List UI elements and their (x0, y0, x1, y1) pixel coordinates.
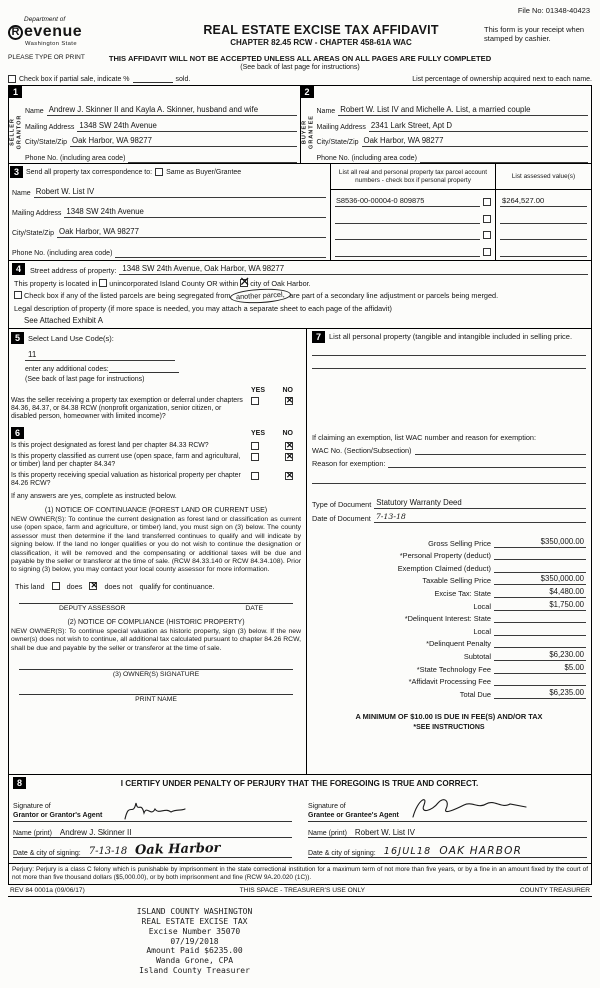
personal-property-field[interactable] (312, 356, 586, 369)
parcel-number-value[interactable] (335, 215, 480, 224)
parcel-row (335, 190, 491, 207)
buyer-city-label: City/State/Zip (316, 139, 359, 147)
wac-value[interactable] (415, 445, 587, 455)
grantor-signature-row[interactable] (13, 791, 292, 822)
additional-codes-field[interactable] (109, 365, 179, 373)
buyer-fields (316, 86, 592, 163)
seller-address-label: Mailing Address (25, 123, 75, 131)
delinquent-penalty-row (312, 636, 586, 649)
parcel-number-value[interactable]: S8536-00-00004-0 809875 (335, 196, 480, 207)
money-value[interactable] (494, 563, 586, 573)
no-checkbox[interactable] (285, 442, 293, 450)
section-3 (9, 164, 591, 261)
sold-label: sold. (175, 76, 191, 83)
question-checkboxes (245, 472, 301, 488)
money-label: Local (473, 601, 491, 611)
buyer-name-value[interactable]: Robert W. List IV and Michelle A. List, a married couple (338, 105, 588, 116)
stamp-line: ISLAND COUNTY WASHINGTON (136, 907, 253, 917)
see-back-note: (See back of last page for instructions) (240, 64, 360, 71)
money-label: Excise Tax: State (434, 588, 491, 598)
stamp-line: Wanda Grone, CPA (155, 956, 234, 966)
yes-checkbox[interactable] (251, 453, 259, 461)
file-number-label: File No: (517, 6, 544, 15)
money-label: Exemption Claimed (deduct) (397, 563, 491, 573)
partial-sale-checkbox[interactable] (8, 75, 16, 83)
grantor-agent-label: Grantor or Grantor's Agent (13, 811, 103, 819)
grantor-name-print-row (13, 822, 292, 838)
yes-label: YES (251, 429, 266, 437)
grantee-signature (408, 793, 538, 823)
legal-description-label: Legal description of property (if more space is needed, you may attach a separate sheet to each page of the affidavit) (14, 303, 392, 313)
logo-main (8, 23, 158, 41)
money-table (312, 535, 586, 699)
seller-side-label (10, 115, 23, 150)
parcel-row (335, 224, 491, 241)
question-text: Was the seller receiving a property tax exemption or deferral under chapters 84.36, 84.37, or 84.38 RCW (nonprofit organization, senior citizen, or disabled person, homeowner with limited income)? (11, 397, 243, 420)
personal-property-checkbox[interactable] (483, 215, 491, 223)
assessed-value[interactable]: $264,527.00 (500, 196, 587, 207)
see-instructions-note: *SEE INSTRUCTIONS (413, 723, 485, 731)
this-land-label: This land (15, 581, 45, 591)
delinquent-interest-state-row (312, 611, 586, 624)
does-not-label: does not (104, 581, 133, 591)
seller-name-label: Name (25, 107, 44, 115)
perjury-notice: Perjury: Perjury is a class C felony which is punishable by imprisonment in the state correctional institution for a maximum term of not more than five years, or by a fine in an amount fixed by the court of not more than five thousand dollars ($5,000.00), or by both imprisonment and fine (RCW 9A.20.020 (1C)). (9, 863, 591, 884)
money-label: *Personal Property (deduct) (399, 551, 491, 561)
money-value[interactable] (494, 676, 586, 686)
money-value[interactable] (494, 613, 586, 623)
parcel-row (335, 207, 491, 224)
parties-row (9, 86, 591, 164)
qualify-label: qualify for continuance. (139, 581, 215, 591)
grantee-signature-row[interactable] (308, 791, 587, 822)
wac-label: WAC No. (Section/Subsection) (312, 446, 412, 455)
same-as-buyer-checkbox[interactable] (155, 168, 163, 176)
excise-tax-local-row (312, 598, 586, 611)
parcel-numbers-column (331, 164, 496, 260)
money-label: Local (473, 626, 491, 636)
located-in-row (12, 279, 588, 288)
grantor-signing-city[interactable]: Oak Harbor (135, 840, 221, 859)
doc-type-row (312, 498, 586, 509)
tax-correspondence-block (9, 164, 331, 260)
personal-property-checkbox[interactable] (483, 231, 491, 239)
section-5-head (11, 332, 301, 344)
seller-city-label: City/State/Zip (25, 139, 68, 147)
grantee-agent-label: Grantee or Grantee's Agent (308, 811, 399, 819)
file-number-value: 01348-40423 (545, 6, 590, 15)
money-value[interactable]: $5.00 (494, 663, 586, 674)
seller-phone-value[interactable] (128, 154, 296, 163)
continuance-row (11, 582, 301, 591)
minimum-fee-note: A MINIMUM OF $10.00 IS DUE IN FEE(S) AND/OR TAX (355, 711, 543, 721)
buyer-address-row (316, 116, 589, 132)
corr-city-value[interactable]: Oak Harbor, WA 98277 (57, 227, 326, 238)
wac-row (312, 445, 586, 455)
grantor-signing-date[interactable]: 7-13-18 (88, 846, 128, 857)
notice-2-body: NEW OWNER(S): To continue special valuation as historic property, sign (3) below. If the new owner(s) does not wish to continue, all additional tax calculated pursuant to chapter 84.26 RCW, shall be due and payable by the seller or transferor at the time of sale. (11, 627, 301, 652)
grantor-signature-label (13, 803, 102, 821)
correspondence-head (9, 164, 330, 178)
grantee-signature-label (308, 803, 399, 821)
section-5-yes-no-header (11, 387, 301, 394)
section-8 (9, 775, 591, 863)
yes-checkbox[interactable] (251, 442, 259, 450)
corr-address-label: Mailing Address (12, 210, 62, 217)
parcel-number-value[interactable] (335, 248, 480, 257)
hand-circled-text: another parcel, (229, 287, 290, 304)
seller-address-value[interactable]: 1348 SW 24th Avenue (77, 121, 296, 132)
buyer-side-label (301, 115, 314, 149)
date-city-label: Date & city of signing: (13, 850, 81, 857)
question-checkboxes (245, 453, 301, 469)
parcel-numbers-header: List all real and personal property tax parcel account numbers - check box if personal property (331, 164, 495, 190)
buyer-strip (301, 86, 316, 163)
money-label: *Affidavit Processing Fee (408, 677, 491, 687)
parcel-number-value[interactable] (335, 231, 480, 240)
seller-city-value[interactable]: Oak Harbor, WA 98277 (70, 136, 296, 147)
money-label: Gross Selling Price (428, 538, 491, 548)
parcel-rows (331, 190, 495, 260)
date-label: DATE (245, 604, 263, 612)
form-chapter: CHAPTER 82.45 RCW - CHAPTER 458-61A WAC (230, 38, 412, 47)
exemption-note-row (312, 433, 586, 442)
grantor-printed-name[interactable]: Andrew J. Skinner II (59, 828, 132, 837)
delinquent-interest-local-row (312, 623, 586, 636)
treasurer-stamp (92, 907, 297, 976)
no-checkbox[interactable] (285, 472, 293, 480)
section-4 (9, 261, 591, 329)
personal-property-deduct-row (312, 548, 586, 561)
money-label: Taxable Selling Price (422, 576, 491, 586)
money-label: Total Due (459, 689, 491, 699)
buyer-name-label: Name (316, 107, 336, 115)
seller-section (9, 86, 300, 163)
corr-city-row (11, 218, 326, 238)
yes-no-columns (245, 387, 301, 394)
assessed-value-row (500, 207, 587, 224)
if-yes-note: If any answers are yes, complete as instructed below. (11, 493, 177, 500)
county-treasurer-label: COUNTY TREASURER (519, 887, 590, 895)
partial-sale-percent-field[interactable] (133, 75, 173, 83)
no-label: NO (282, 387, 293, 394)
total-due-row (312, 686, 586, 699)
buyer-address-label: Mailing Address (316, 123, 366, 131)
buyer-section (300, 86, 592, 163)
corr-address-value[interactable]: 1348 SW 24th Avenue (64, 207, 326, 218)
reason-row (312, 458, 586, 468)
grantor-signature (121, 797, 191, 823)
file-number (8, 6, 592, 15)
grantee-signing-date[interactable]: 16JUL18 (383, 846, 432, 857)
section-3-number: 3 (10, 166, 23, 178)
assessed-values-column (496, 164, 591, 260)
completion-warning: THIS AFFIDAVIT WILL NOT BE ACCEPTED UNLESS ALL AREAS ON ALL PAGES ARE FULLY COMPLETED (108, 54, 492, 63)
doc-date-row (312, 512, 586, 523)
legal-description-value[interactable]: See Attached Exhibit A (24, 316, 103, 325)
parcel-row (335, 240, 491, 257)
reason-label: Reason for exemption: (312, 459, 386, 468)
seller-strip (9, 86, 24, 163)
section-6-head (11, 427, 301, 439)
taxable-selling-price-row (312, 573, 586, 586)
seller-exemption-question (11, 397, 301, 421)
personal-property-label: List all personal property (tangible and intangible included in selling price. (329, 331, 573, 341)
affidavit-processing-fee-row (312, 674, 586, 687)
seller-name-value[interactable]: Andrew J. Skinner II and Kayla A. Skinner, husband and wife (47, 105, 297, 116)
please-type-or-print: PLEASE TYPE OR PRINT (8, 54, 85, 61)
subtotal-row (312, 648, 586, 661)
doc-date-value[interactable]: 7-13-18 (374, 512, 586, 523)
ownership-percent-label: List percentage of ownership acquired next to each name. (412, 76, 592, 83)
personal-property-field[interactable] (312, 343, 586, 356)
money-value[interactable] (494, 638, 586, 648)
section-7 (307, 329, 591, 774)
section-2-number: 2 (301, 86, 314, 98)
seller-address-row (24, 116, 297, 132)
corr-name-value[interactable]: Robert W. List IV (34, 187, 326, 198)
reason-extra-field[interactable] (312, 471, 586, 484)
assessed-value[interactable] (500, 248, 587, 257)
assessed-value[interactable] (500, 231, 587, 240)
spacer (312, 369, 586, 433)
stamp-line: Amount Paid $6235.00 (146, 946, 243, 956)
grantor-date-city-row (13, 838, 292, 858)
seller-phone-label: Phone No. (including area code) (25, 155, 126, 163)
notice-2-title: (2) NOTICE OF COMPLIANCE (HISTORIC PROPERTY) (67, 618, 245, 626)
located-mid-label: unincorporated Island County OR within (109, 278, 239, 288)
money-value[interactable]: $350,000.00 (494, 574, 586, 585)
date-city-label: Date & city of signing: (308, 850, 376, 857)
segregated-checkbox[interactable] (14, 291, 22, 299)
additional-codes-label: enter any additional codes: (25, 366, 109, 373)
section-8-number: 8 (13, 777, 26, 789)
segregated-label-post: are part of a secondary line adjustment or parcels being merged. (289, 291, 499, 300)
rev-number: REV 84 0001a (09/06/17) (10, 887, 85, 895)
print-name-line[interactable]: PRINT NAME (19, 694, 293, 703)
question-text: Is this property receiving special valuation as historical property per chapter 84.26 RCW? (11, 472, 241, 487)
exemption-claimed-row (312, 560, 586, 573)
grantee-name-print-row (308, 822, 587, 838)
current-use-question (11, 453, 301, 469)
corr-city-label: City/State/Zip (12, 230, 55, 237)
seller-fields (24, 86, 300, 163)
yes-checkbox[interactable] (251, 397, 259, 405)
assessed-value-rows (496, 190, 591, 260)
personal-property-checkbox[interactable] (483, 198, 491, 206)
name-print-label: Name (print) (308, 830, 347, 837)
assessed-value-row (500, 190, 587, 207)
seller-label-top: SELLER (9, 118, 16, 146)
signature-grid (13, 791, 587, 858)
section-5-see-back: (See back of last page for instructions) (25, 376, 145, 383)
reason-value[interactable] (388, 458, 586, 468)
grantee-printed-name[interactable]: Robert W. List IV (354, 828, 415, 837)
money-value[interactable]: $6,235.00 (494, 688, 586, 699)
buyer-address-value[interactable]: 2341 Lark Street, Apt D (369, 121, 588, 132)
additional-codes-row (25, 365, 301, 373)
assessed-values-header: List assessed value(s) (496, 164, 591, 190)
signature-of-label: Signature of (308, 803, 346, 810)
logo-state-text: Washington State (25, 41, 77, 47)
buyer-label-top: BUYER (301, 119, 307, 145)
land-use-label: Select Land Use Code(s): (28, 333, 114, 343)
same-as-buyer-label: Same as Buyer/Grantee (166, 168, 242, 176)
section-6-number: 6 (11, 427, 24, 439)
revenue-r-icon: R (8, 25, 23, 40)
deputy-assessor-label: DEPUTY ASSESSOR (59, 604, 126, 612)
excise-tax-state-row (312, 585, 586, 598)
buyer-phone-row (316, 147, 589, 163)
notice-1-title: (1) NOTICE OF CONTINUANCE (FOREST LAND OR CURRENT USE) (44, 507, 268, 514)
receipt-note: This form is your receipt when stamped by cashier. (484, 25, 585, 43)
buyer-phone-value[interactable] (420, 154, 588, 163)
corr-name-row (11, 178, 326, 198)
corr-name-label: Name (12, 190, 31, 197)
grantee-signing-city[interactable]: OAK HARBOR (439, 845, 523, 857)
located-pre-label: This property is located in (14, 278, 98, 288)
logo-name-text: evenue (24, 23, 83, 40)
street-address-label: Street address of property: (30, 266, 117, 275)
doc-type-value[interactable]: Statutory Warranty Deed (374, 498, 586, 509)
question-checkboxes (245, 442, 301, 450)
no-checkbox[interactable] (285, 453, 293, 461)
stamp-line: Island County Treasurer (139, 965, 250, 975)
city-checkbox[interactable] (240, 279, 248, 287)
signature-of-label: Signature of (13, 803, 51, 810)
exemption-label: If claiming an exemption, list WAC number and reason for exemption: (312, 433, 537, 442)
corr-address-row (11, 198, 326, 218)
partial-sale-row (8, 75, 592, 83)
no-label: NO (282, 429, 293, 437)
seller-label-bottom: GRANTOR (16, 114, 22, 150)
doc-date-label: Date of Document (312, 514, 371, 523)
buyer-city-value[interactable]: Oak Harbor, WA 98277 (362, 136, 588, 147)
does-label: does (66, 581, 83, 591)
does-not-checkbox[interactable] (89, 582, 97, 590)
corr-phone-row (11, 238, 326, 258)
form-body (8, 85, 592, 885)
money-value[interactable] (494, 626, 586, 636)
logo-dept-text: Department of (24, 16, 66, 23)
stamp-line: 07/19/2018 (170, 936, 219, 946)
money-label: Subtotal (463, 651, 491, 661)
personal-property-checkbox[interactable] (483, 248, 491, 256)
question-checkboxes (245, 397, 301, 421)
money-label: *State Technology Fee (416, 664, 491, 674)
correspondence-fields (9, 178, 330, 260)
assessed-value[interactable] (500, 215, 587, 224)
buyer-phone-label: Phone No. (including area code) (316, 155, 417, 163)
corr-phone-label: Phone No. (including area code) (12, 250, 113, 257)
land-use-code-field[interactable]: 11 (25, 350, 175, 361)
state-technology-fee-row (312, 661, 586, 674)
left-column (9, 329, 307, 774)
name-print-label: Name (print) (13, 830, 52, 837)
money-value[interactable]: $6,230.00 (494, 650, 586, 661)
middle-columns (9, 329, 591, 775)
section-6-yes-no-header (245, 430, 301, 437)
section-5-number: 5 (11, 332, 24, 344)
buyer-city-row (316, 132, 589, 148)
assessed-value-row (500, 240, 587, 257)
money-value[interactable] (494, 550, 586, 560)
form-footer-row (8, 885, 592, 897)
money-label: *Delinquent Interest: State (404, 614, 491, 624)
treasurer-space-label: THIS SPACE - TREASURER'S USE ONLY (239, 887, 366, 895)
money-label: *Delinquent Penalty (426, 639, 491, 649)
form-title: REAL ESTATE EXCISE TAX AFFIDAVIT (203, 23, 439, 37)
assessed-value-row (500, 224, 587, 241)
doc-type-label: Type of Document (312, 500, 372, 509)
correspondence-label: Send all property tax correspondence to: (26, 168, 153, 176)
certify-head (13, 777, 587, 789)
notice-1-body: NEW OWNER(S): To continue the current designation as forest land or classification as current use (open space, farm and agriculture, or timber) land, you must sign on (3) below. The county assessor must then determine if the land transferred continues to qualify and will indicate by signing below. If the land no longer qualifies or you do not wish to continue the designation or classification, it will be removed and the compensating or additional taxes will be due and payable by the seller or transferor at the time of sale. (RCW 84.33.140 or RCW 84.34.108). Prior to signing (3) below, you may contact your local county assessor for more information. (11, 516, 301, 574)
unincorporated-checkbox[interactable] (99, 279, 107, 287)
deputy-assessor-row (19, 603, 293, 612)
section-7-number: 7 (312, 331, 325, 343)
street-address-value[interactable]: 1348 SW 24th Avenue, Oak Harbor, WA 98277 (119, 264, 588, 275)
seller-name-row (24, 86, 297, 116)
seller-city-row (24, 132, 297, 148)
historic-property-question (11, 472, 301, 488)
grantee-date-city-row (308, 838, 587, 858)
money-value[interactable]: $350,000.00 (494, 537, 586, 548)
partial-sale-label: Check box if partial sale, indicate % (19, 76, 130, 83)
money-value[interactable]: $4,480.00 (494, 587, 586, 598)
question-text: Is this property classified as current use (open space, farm and agricultural, or timber) land per chapter 84.34? (11, 453, 241, 468)
owners-signature-line[interactable]: (3) OWNER(S) SIGNATURE (19, 669, 293, 678)
certify-statement: I CERTIFY UNDER PENALTY OF PERJURY THAT THE FOREGOING IS TRUE AND CORRECT. (120, 778, 479, 788)
stamp-line: Excise Number 35070 (148, 926, 241, 936)
money-value[interactable]: $1,750.00 (494, 600, 586, 611)
segregated-label-pre: Check box if any of the listed parcels are being segregated from (24, 291, 231, 300)
forest-land-question (11, 442, 301, 450)
corr-phone-value[interactable] (115, 249, 326, 258)
gross-selling-price-row (312, 535, 586, 548)
street-address-row (12, 263, 588, 275)
buyer-label-bottom: GRANTEE (307, 115, 314, 149)
section-1-number: 1 (9, 86, 22, 98)
yes-checkbox[interactable] (251, 472, 259, 480)
segregated-row (12, 291, 588, 300)
does-checkbox[interactable] (52, 582, 60, 590)
seller-phone-row (24, 147, 297, 163)
buyer-name-row (316, 86, 589, 116)
section-7-head (312, 331, 586, 343)
no-checkbox[interactable] (285, 397, 293, 405)
located-city-label: city of Oak Harbor. (250, 278, 311, 288)
question-text: Is this project designated as forest land per chapter 84.33 RCW? (11, 442, 209, 449)
yes-label: YES (251, 387, 266, 394)
stamp-line: REAL ESTATE EXCISE TAX (141, 916, 248, 926)
section-4-number: 4 (12, 263, 25, 275)
